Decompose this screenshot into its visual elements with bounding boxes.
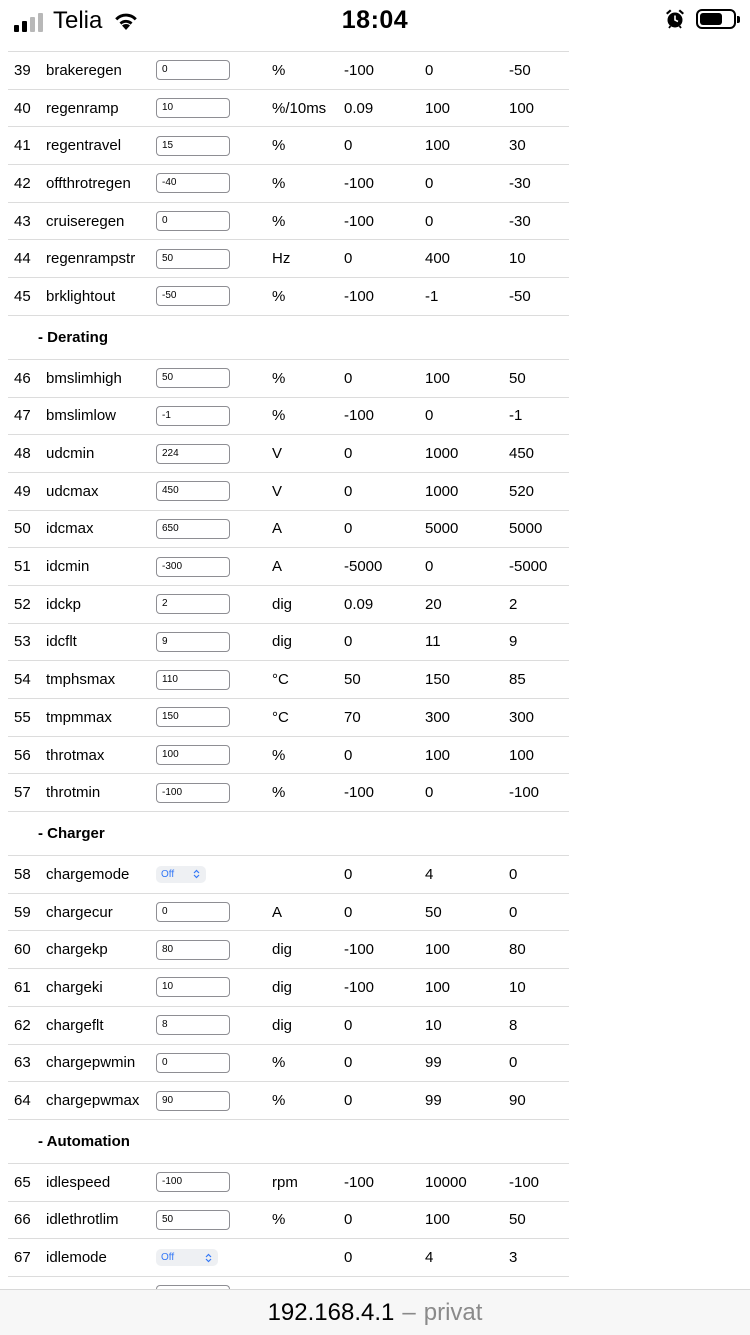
select-value: Off [161,1252,175,1264]
table-row [8,548,569,586]
param-number: 53 [14,633,31,651]
status-bar [0,0,750,44]
param-number: 49 [14,482,31,500]
param-value-cell [156,586,230,623]
param-unit: % [272,1092,286,1110]
param-value-input[interactable]: 50 [156,368,230,388]
param-unit: Hz [272,250,291,268]
param-value-cell [156,1045,230,1082]
table-row [8,398,569,436]
param-unit: A [272,903,283,921]
param-min: 0 [344,250,353,268]
param-unit: % [272,287,286,305]
param-max: 5000 [425,520,459,538]
table-row [8,473,569,511]
param-value-cell [156,435,230,472]
param-max: 11 [425,633,441,651]
param-default: 50 [509,369,526,387]
param-value-cell [156,165,230,202]
param-unit: dig [272,595,293,613]
param-unit: % [272,1054,286,1072]
param-value-input[interactable]: -100 [156,1172,230,1192]
param-number: 47 [14,407,31,425]
param-min: 0 [344,1249,353,1267]
param-value-input[interactable]: 0 [156,211,230,231]
param-max: 99 [425,1092,442,1110]
param-value-input[interactable]: -40 [156,173,230,193]
param-value-input[interactable]: 9 [156,632,230,652]
param-unit: dig [272,1016,293,1034]
param-name: chargecur [46,903,113,921]
table-row [8,360,569,398]
param-unit: dig [272,633,293,651]
param-value-input[interactable]: 0 [156,60,230,80]
param-number: 41 [14,137,31,155]
param-min: 0 [344,865,353,883]
table-row [8,240,569,278]
param-select[interactable] [156,1249,218,1266]
param-name: tmphsmax [46,671,116,689]
param-number: 57 [14,784,31,802]
param-min: 0 [344,633,353,651]
param-max: 0 [425,174,434,192]
param-number: 42 [14,174,31,192]
param-name: brklightout [46,287,116,305]
param-value-cell [156,1202,230,1239]
param-max: 20 [425,595,442,613]
param-unit: V [272,482,283,500]
param-value-cell [156,774,230,811]
param-number: 61 [14,978,31,996]
param-max: 100 [425,941,451,959]
param-value-input[interactable]: -100 [156,783,230,803]
param-name: chargepwmin [46,1054,136,1072]
param-name: idckp [46,595,82,613]
param-max: 300 [425,708,451,726]
table-row [8,586,569,624]
param-min: -100 [344,978,375,996]
param-min: 0 [344,1016,353,1034]
param-min: -5000 [344,558,383,576]
battery-icon [696,9,736,29]
param-default: 2 [509,595,518,613]
param-value-cell [156,661,230,698]
param-value-cell [156,511,230,548]
param-value-input[interactable]: 80 [156,940,230,960]
param-value-cell [156,699,230,736]
param-unit: % [272,212,286,230]
param-value-cell [156,52,230,89]
param-number: 59 [14,903,31,921]
param-select[interactable] [156,866,206,883]
param-min: -100 [344,941,375,959]
param-default: 5000 [509,520,543,538]
param-value-input[interactable]: 0 [156,1053,230,1073]
param-value-cell [156,278,230,315]
param-max: 150 [425,671,451,689]
param-value-input[interactable]: 10 [156,98,230,118]
chevron-up-down-icon [193,869,200,879]
param-value-cell [156,127,230,164]
param-min: -100 [344,784,375,802]
param-value-input[interactable]: 650 [156,519,230,539]
param-max: 4 [425,1249,434,1267]
param-value-cell [156,624,230,661]
param-value-cell [156,931,230,968]
param-default: 10 [509,978,526,996]
param-value-cell [156,398,230,435]
param-default: 300 [509,708,535,726]
param-min: 0 [344,1054,353,1072]
param-max: 400 [425,250,451,268]
param-name: chargemode [46,865,130,883]
param-unit: % [272,61,286,79]
param-value-cell [156,360,230,397]
param-min: 0 [344,137,353,155]
param-number: 63 [14,1054,31,1072]
param-name: offthrotregen [46,174,131,192]
param-unit: dig [272,978,293,996]
chevron-up-down-icon [205,1253,212,1263]
param-max: 4 [425,865,434,883]
param-value-cell [156,240,230,277]
param-name: idcmin [46,558,90,576]
param-value-cell [156,1164,230,1201]
param-value-input[interactable]: 450 [156,481,230,501]
section-header: - Derating [8,316,569,360]
param-max: 0 [425,407,434,425]
section-header: - Charger [8,812,569,856]
param-max: 1000 [425,445,459,463]
param-name: throtmin [46,784,101,802]
param-value-input[interactable]: 90 [156,1091,230,1111]
param-default: 80 [509,941,526,959]
param-number: 58 [14,865,31,883]
param-default: 50 [509,1211,526,1229]
param-min: 70 [344,708,361,726]
param-max: 0 [425,784,434,802]
alarm-clock-icon [664,8,686,30]
param-min: 50 [344,671,361,689]
param-default: 100 [509,746,535,764]
param-default: 9 [509,633,518,651]
param-max: 100 [425,746,451,764]
param-name: tmpmmax [46,708,112,726]
param-default: 10 [509,250,526,268]
table-row [8,1239,569,1277]
param-unit: A [272,558,283,576]
table-row [8,969,569,1007]
param-name: idlespeed [46,1173,111,1191]
param-default: 90 [509,1092,526,1110]
param-value-input[interactable]: 150 [156,707,230,727]
table-row [8,856,569,894]
param-name: udcmin [46,445,95,463]
param-number: 40 [14,99,31,117]
param-name: chargeflt [46,1016,104,1034]
param-max: 0 [425,558,434,576]
param-number: 39 [14,61,31,79]
param-value-input[interactable]: -300 [156,557,230,577]
param-max: 1000 [425,482,459,500]
param-name: regenrampstr [46,250,136,268]
param-number: 46 [14,369,31,387]
param-value-input[interactable]: 15 [156,136,230,156]
table-row [8,52,569,90]
param-default: 100 [509,99,535,117]
param-name: regentravel [46,137,122,155]
param-number: 44 [14,250,31,268]
param-unit: °C [272,671,289,689]
param-unit: % [272,369,286,387]
param-default: 8 [509,1016,518,1034]
param-name: chargekp [46,941,108,959]
param-value-input[interactable]: 224 [156,444,230,464]
param-default: -30 [509,212,531,230]
param-max: 99 [425,1054,442,1072]
param-max: 50 [425,903,442,921]
param-name: idlethrotlim [46,1211,119,1229]
param-value-input[interactable]: -50 [156,286,230,306]
param-name: idcflt [46,633,77,651]
table-row [8,661,569,699]
param-min: -100 [344,212,375,230]
param-unit: % [272,1211,286,1229]
param-default: -1 [509,407,523,425]
param-min: 0 [344,746,353,764]
param-default: -50 [509,287,531,305]
param-value-cell [156,473,230,510]
network-name: privat [423,1298,483,1326]
param-min: 0 [344,369,353,387]
param-default: 0 [509,865,518,883]
table-row [8,624,569,662]
param-unit: % [272,784,286,802]
param-name: bmslimlow [46,407,117,425]
param-number: 60 [14,941,31,959]
param-value-input[interactable]: 110 [156,670,230,690]
param-value-cell [156,969,230,1006]
table-row [8,278,569,316]
param-min: 0 [344,903,353,921]
param-value-cell [156,203,230,240]
param-default: 3 [509,1249,518,1267]
table-row [8,737,569,775]
param-min: 0.09 [344,99,374,117]
param-name: chargeki [46,978,103,996]
carrier-name: Telia [53,7,103,34]
param-unit: % [272,746,286,764]
param-default: 30 [509,137,526,155]
param-value-cell [156,894,230,931]
param-min: 0 [344,1092,353,1110]
table-row [8,127,569,165]
param-number: 66 [14,1211,31,1229]
param-value-input[interactable]: 0 [156,902,230,922]
table-row [8,1202,569,1240]
param-name: brakeregen [46,61,122,79]
param-number: 48 [14,445,31,463]
param-min: 0 [344,482,353,500]
param-default: -50 [509,61,531,79]
param-min: -100 [344,174,375,192]
param-min: -100 [344,1173,375,1191]
param-value-input[interactable]: 10 [156,977,230,997]
clock-time: 18:04 [341,6,409,34]
param-max: 0 [425,212,434,230]
param-max: 10000 [425,1173,467,1191]
param-unit: % [272,137,286,155]
param-max: 100 [425,978,451,996]
param-default: 0 [509,1054,518,1072]
table-row [8,203,569,241]
table-row [8,774,569,812]
param-max: -1 [425,287,439,305]
table-row [8,931,569,969]
url-bar[interactable] [0,1289,750,1335]
param-max: 100 [425,99,451,117]
param-min: 0 [344,445,353,463]
table-row [8,894,569,932]
param-default: 0 [509,903,518,921]
select-value: Off [161,868,175,880]
param-number: 45 [14,287,31,305]
param-number: 62 [14,1016,31,1034]
param-number: 55 [14,708,31,726]
param-min: -100 [344,407,375,425]
param-number: 67 [14,1249,31,1267]
param-unit: V [272,445,283,463]
param-name: chargepwmax [46,1092,140,1110]
param-value-input[interactable]: 8 [156,1015,230,1035]
param-name: regenramp [46,99,119,117]
param-max: 10 [425,1016,442,1034]
param-unit: %/10ms [272,99,327,117]
param-default: 85 [509,671,526,689]
param-default: 450 [509,445,535,463]
param-default: -5000 [509,558,548,576]
param-value-input[interactable]: -1 [156,406,230,426]
param-name: cruiseregen [46,212,125,230]
status-right [664,8,736,30]
param-unit: % [272,407,286,425]
table-row [8,90,569,128]
param-min: -100 [344,287,375,305]
param-number: 50 [14,520,31,538]
param-value-cell [156,548,230,585]
param-value-cell [156,1007,230,1044]
table-row [8,1164,569,1202]
table-row [8,511,569,549]
param-default: -100 [509,784,540,802]
param-number: 51 [14,558,31,576]
url-host: 192.168.4.1 [267,1298,395,1326]
url-separator: – [402,1298,416,1326]
table-row [8,1082,569,1120]
param-max: 0 [425,61,434,79]
param-number: 65 [14,1173,31,1191]
param-name: idcmax [46,520,94,538]
param-number: 56 [14,746,31,764]
param-value-cell [156,1239,218,1276]
param-value-input[interactable]: 50 [156,1210,230,1230]
param-value-input[interactable]: 50 [156,249,230,269]
section-header: - Automation [8,1120,569,1164]
param-name: bmslimhigh [46,369,122,387]
table-row [8,435,569,473]
param-unit: dig [272,941,293,959]
param-name: udcmax [46,482,99,500]
parameter-table [8,51,569,1297]
table-row [8,699,569,737]
param-name: idlemode [46,1249,107,1267]
param-unit: °C [272,708,289,726]
table-row [8,1007,569,1045]
param-max: 100 [425,1211,451,1229]
param-name: throtmax [46,746,105,764]
param-value-input[interactable]: 2 [156,594,230,614]
param-default: -100 [509,1173,540,1191]
param-number: 52 [14,595,31,613]
param-number: 64 [14,1092,31,1110]
param-unit: A [272,520,283,538]
param-number: 43 [14,212,31,230]
param-unit: % [272,174,286,192]
param-min: 0.09 [344,595,374,613]
param-value-cell [156,90,230,127]
param-value-cell [156,1082,230,1119]
param-min: 0 [344,520,353,538]
param-min: -100 [344,61,375,79]
param-max: 100 [425,369,451,387]
param-default: -30 [509,174,531,192]
table-row [8,165,569,203]
param-value-input[interactable]: 100 [156,745,230,765]
table-row [8,1045,569,1083]
param-default: 520 [509,482,535,500]
param-unit: rpm [272,1173,298,1191]
param-max: 100 [425,137,451,155]
param-value-cell [156,856,206,893]
param-value-cell [156,737,230,774]
param-number: 54 [14,671,31,689]
param-min: 0 [344,1211,353,1229]
